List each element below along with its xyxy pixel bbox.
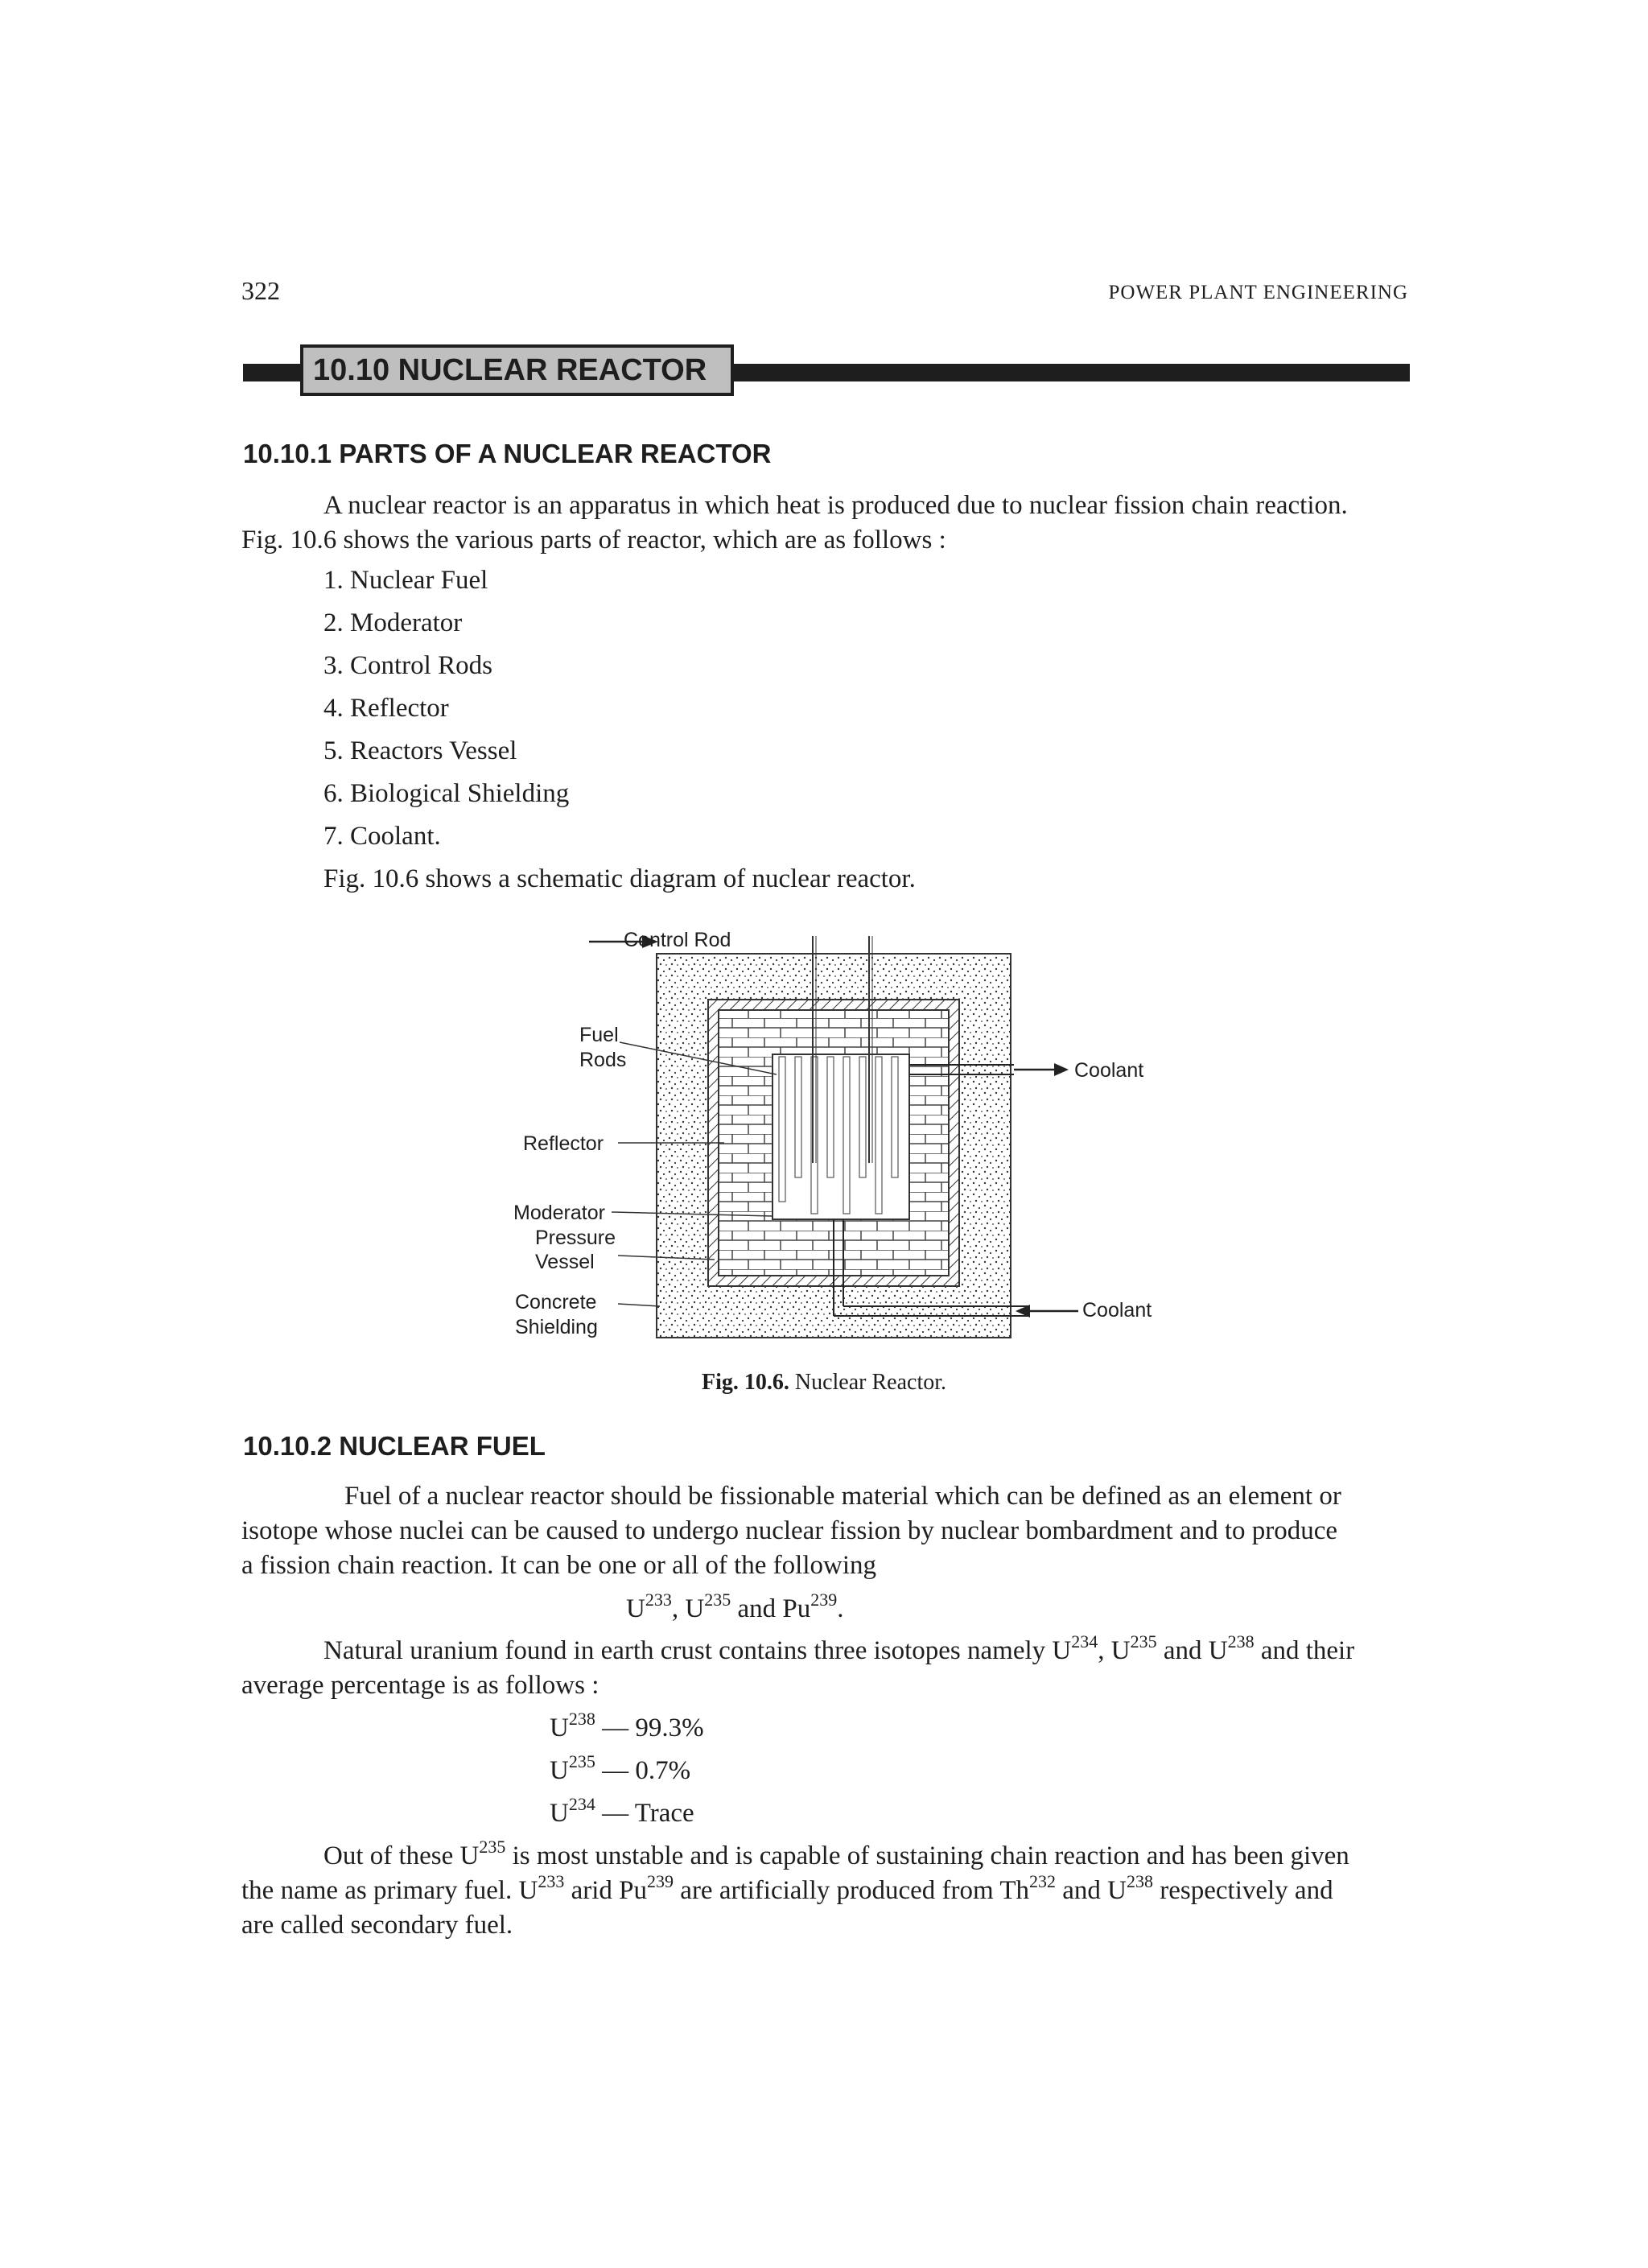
running-head: POWER PLANT ENGINEERING xyxy=(1108,282,1408,303)
isotope-row: $U^{234}$ — Trace xyxy=(550,1794,694,1828)
section-title: 10.10 NUCLEAR REACTOR xyxy=(300,344,734,396)
fuel-para-1-line-1: Fuel of a nuclear reactor should be fissionable material which can be defined as an element or xyxy=(344,1482,1341,1511)
subsection-title-fuel: 10.10.2 NUCLEAR FUEL xyxy=(243,1431,546,1461)
list-item: 4. Reflector xyxy=(323,694,449,723)
list-item: 1. Nuclear Fuel xyxy=(323,566,488,595)
fuel-para-3-line-3: are called secondary fuel. xyxy=(241,1911,513,1940)
fuel-para-3-line-2: the name as primary fuel. $U^{233}$ arid Pu$^{239}$ are artificially produced from Th$^{232}$ and $U^{238}$ respectively and xyxy=(241,1871,1333,1905)
arrow-right-icon xyxy=(1054,1063,1069,1076)
label-rods: Rods xyxy=(579,1049,627,1071)
label-control-rod: Control Rod xyxy=(624,929,731,951)
label-coolant-out: Coolant xyxy=(1074,1059,1144,1082)
figure-caption xyxy=(0,1370,1648,1396)
list-item: 2. Moderator xyxy=(323,608,463,637)
label-shielding: Shielding xyxy=(515,1316,598,1338)
parts-list xyxy=(323,563,569,862)
fuel-para-1-line-3: a fission chain reaction. It can be one or all of the following xyxy=(241,1551,876,1580)
list-item: 7. Coolant. xyxy=(323,822,441,851)
isotope-row: $U^{238}$ — 99.3% xyxy=(550,1709,704,1742)
label-reflector: Reflector xyxy=(523,1132,604,1155)
label-coolant-in: Coolant xyxy=(1082,1299,1152,1322)
intro-line-1: A nuclear reactor is an apparatus in which heat is produced due to nuclear fission chain reaction. xyxy=(323,491,1348,520)
isotope-row: $U^{235}$ — 0.7% xyxy=(550,1751,691,1785)
label-concrete: Concrete xyxy=(515,1291,597,1313)
caption-text: Nuclear Reactor. xyxy=(794,1370,946,1395)
fuel-para-3-line-1: Out of these $U^{235}$ is most unstable and is capable of sustaining chain reaction and has been given xyxy=(323,1837,1349,1870)
reactor-diagram xyxy=(499,922,1159,1356)
subsection-title-parts: 10.10.1 PARTS OF A NUCLEAR REACTOR xyxy=(243,439,772,468)
label-vessel: Vessel xyxy=(535,1251,595,1273)
page-number: 322 xyxy=(241,276,280,305)
caption-label: Fig. 10.6. xyxy=(701,1370,789,1395)
intro-line-2: Fig. 10.6 shows the various parts of reactor, which are as follows : xyxy=(241,526,946,555)
reactor-core xyxy=(772,1054,909,1219)
figure-intro: Fig. 10.6 shows a schematic diagram of nuclear reactor. xyxy=(323,864,916,893)
fuel-para-1-line-2: isotope whose nuclei can be caused to undergo nuclear fission by nuclear bombardment and to produce xyxy=(241,1516,1338,1545)
list-item: 6. Biological Shielding xyxy=(323,779,570,808)
fuel-para-2-line-1: Natural uranium found in earth crust contains three isotopes namely $U^{234}$, $U^{235}$ and $U^{238}$ and their xyxy=(323,1631,1355,1665)
fuel-para-2-line-2: average percentage is as follows : xyxy=(241,1671,599,1700)
label-moderator: Moderator xyxy=(513,1202,605,1224)
list-item: 3. Control Rods xyxy=(323,651,492,680)
label-fuel: Fuel xyxy=(579,1024,619,1046)
fissile-isotopes: $U^{233}$, $U^{235}$ and Pu$^{239}$. xyxy=(626,1590,844,1623)
label-pressure: Pressure xyxy=(535,1227,616,1249)
list-item: 5. Reactors Vessel xyxy=(323,736,517,765)
